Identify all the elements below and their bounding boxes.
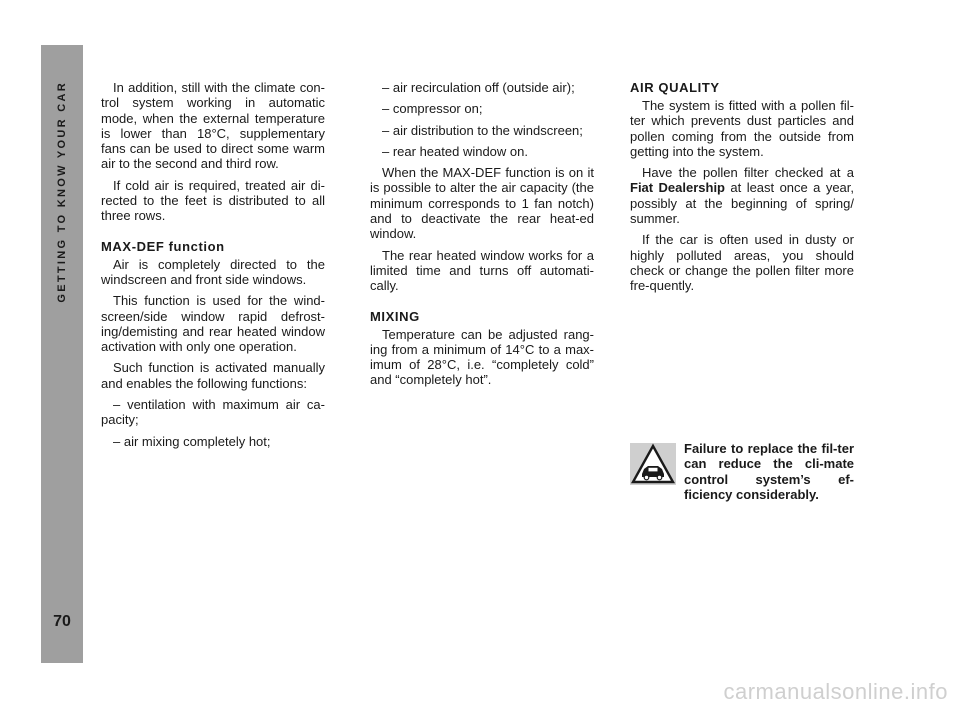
- paragraph: [630, 165, 854, 226]
- paragraph: The rear heated window works for a limited time and turns off automati-cally.: [370, 247, 594, 294]
- section-title: GETTING TO KNOW YOUR CAR: [56, 81, 68, 303]
- paragraph: Such function is activated manually and enables the following functions:: [101, 360, 325, 391]
- heading-maxdef: MAX-DEF function: [101, 238, 225, 254]
- paragraph: If cold air is required, treated air di-rected to the feet is distributed to all three rows.: [101, 177, 325, 224]
- page-number: 70: [53, 613, 71, 630]
- text-run: Have the pollen filter checked at a: [642, 165, 854, 181]
- car-warning-triangle-icon: [630, 443, 676, 485]
- paragraph: When the MAX-DEF function is on it is possible to alter the air capacity (the minimum corresponds to 1 fan notch) and to deactivate the rear heat-ed window.: [370, 165, 594, 242]
- paragraph: Air is completely directed to the windscreen and front side windows.: [101, 256, 325, 287]
- paragraph: Temperature can be adjusted rang-ing from a minimum of 14°C to a max-imum of 28°C, i.e. “completely cold” and “completely hot”.: [370, 326, 594, 388]
- paragraph: The system is fitted with a pollen fil-ter which prevents dust particles and pollen coming from the outside from getting into the system.: [630, 98, 854, 159]
- warning-text: Failure to replace the fil-ter can reduce the cli-mate control system’s ef-ficiency considerably.: [684, 441, 854, 502]
- paragraph: If the car is often used in dusty or highly polluted areas, you should check or change the pollen filter more fre-quently.: [630, 232, 854, 294]
- list-item: – rear heated window on.: [382, 143, 528, 159]
- column-3: [630, 80, 854, 300]
- paragraph: This function is used for the wind-screen/side window rapid defrost-ing/demisting and rear heated window activation with only one operation.: [101, 293, 325, 355]
- column-1: [101, 80, 325, 455]
- text-run: at least once a year, possibly at the beginning of spring/ summer.: [630, 180, 855, 227]
- list-item: – air recirculation off (outside air);: [382, 80, 575, 95]
- list-item: – ventilation with maximum air ca-pacity;: [101, 397, 325, 428]
- column-2: [370, 80, 594, 394]
- warning-box: [630, 441, 854, 502]
- heading-mixing: MIXING: [370, 308, 420, 324]
- list-item: – compressor on;: [382, 101, 483, 117]
- watermark: carmanualsonline.info: [723, 679, 948, 704]
- sidebar: [41, 45, 83, 663]
- paragraph: In addition, still with the climate con-trol system working in automatic mode, when the external temperature is lower than 18°C, supplementary fans can be used to direct some warm air to the second and third row.: [101, 80, 325, 172]
- heading-air-quality: AIR QUALITY: [630, 80, 720, 95]
- dealer-name: Fiat Dealership: [630, 180, 726, 196]
- list-item: – air mixing completely hot;: [113, 433, 271, 449]
- list-item: – air distribution to the windscreen;: [382, 122, 583, 138]
- car-warning-triangle-icon: [630, 443, 676, 485]
